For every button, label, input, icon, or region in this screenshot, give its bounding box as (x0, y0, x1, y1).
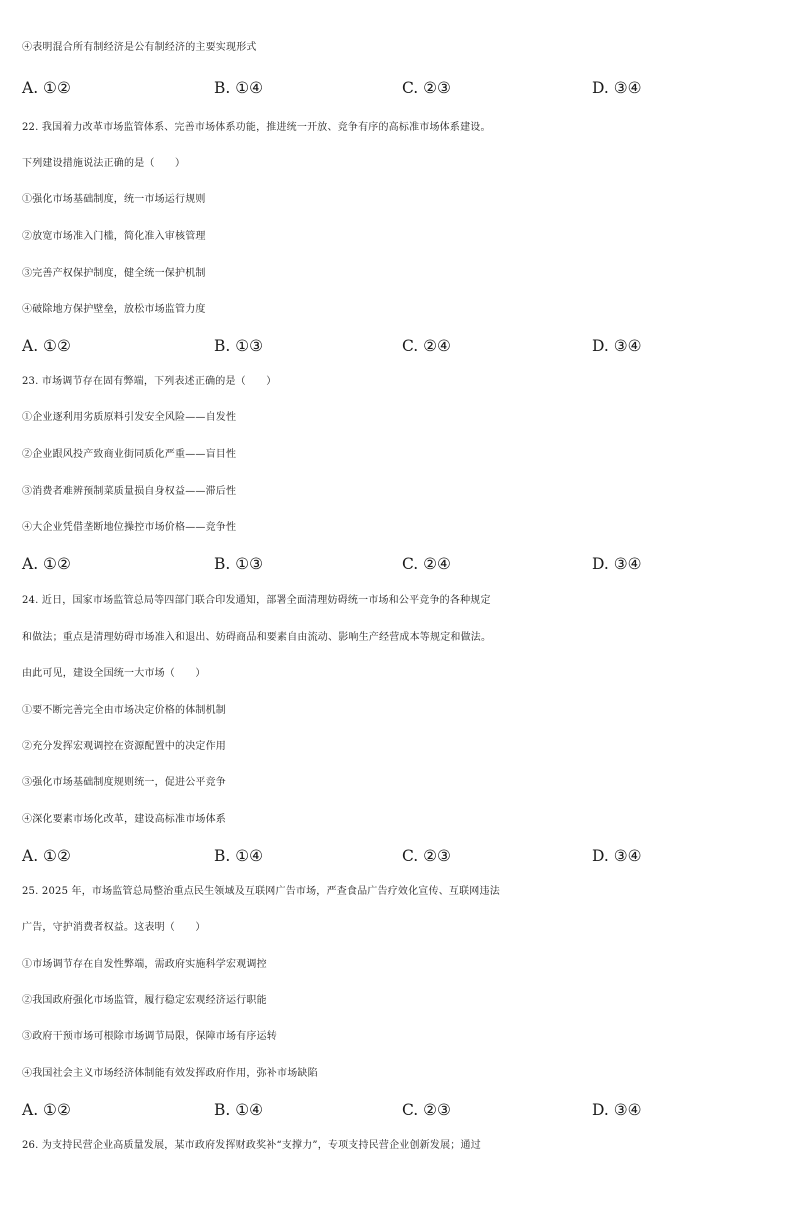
q25-stem-line-1: 25. 2025 年，市场监管总局整治重点民生领域及互联网广告市场，严查食品广告疗效化宣传、互联网违法 (22, 886, 500, 897)
q24-option-d: D. ③④ (592, 847, 642, 865)
q24-stem-line-1: 24. 近日，国家市场监管总局等四部门联合印发通知，部署全面清理妨碍统一市场和公平竞争的各种规定 (22, 595, 491, 606)
q21-option-c: C. ②③ (402, 79, 451, 97)
q24-stem-line-2: 和做法；重点是清理妨碍市场准入和退出、妨碍商品和要素自由流动、影响生产经营成本等规定和做法。 (22, 632, 492, 643)
q23-option-a: A. ①② (22, 555, 71, 573)
q22-option-c: C. ②④ (402, 337, 451, 355)
q25-option-a: A. ①② (22, 1101, 71, 1119)
q22-stem-line-2: 下列建设措施说法正确的是（ ） (22, 158, 186, 169)
q25-option-c: C. ②③ (402, 1101, 451, 1119)
q25-item-1: ①市场调节存在自发性弊端，需政府实施科学宏观调控 (22, 959, 267, 970)
q24-item-2: ②充分发挥宏观调控在资源配置中的决定作用 (22, 741, 226, 752)
q24-option-c: C. ②③ (402, 847, 451, 865)
q24-option-a: A. ①② (22, 847, 71, 865)
q26-stem-line-1: 26. 为支持民营企业高质量发展，某市政府发挥财政奖补“支撑力”，专项支持民营企业创新发展；通过 (22, 1140, 481, 1151)
q23-option-d: D. ③④ (592, 555, 642, 573)
q22-option-d: D. ③④ (592, 337, 642, 355)
q22-item-1: ①强化市场基础制度，统一市场运行规则 (22, 194, 206, 205)
q24-item-4: ④深化要素市场化改革，建设高标准市场体系 (22, 814, 226, 825)
q25-option-d: D. ③④ (592, 1101, 642, 1119)
q23-option-b: B. ①③ (214, 555, 264, 573)
q23-item-3: ③消费者难辨预制菜质量损自身权益——滞后性 (22, 486, 237, 497)
q21-option-d: D. ③④ (592, 79, 642, 97)
q25-stem-line-2: 广告，守护消费者权益。这表明（ ） (22, 922, 206, 933)
q21-option-a: A. ①② (22, 79, 71, 97)
q23-item-2: ②企业跟风投产致商业街同质化严重——盲目性 (22, 449, 237, 460)
q22-options (22, 336, 782, 356)
q23-item-1: ①企业逐利用劣质原料引发安全风险——自发性 (22, 412, 237, 423)
q23-item-4: ④大企业凭借垄断地位操控市场价格——竞争性 (22, 522, 237, 533)
q22-item-2: ②放宽市场准入门槛，简化准入审核管理 (22, 231, 206, 242)
q25-item-3: ③政府干预市场可根除市场调节局限，保障市场有序运转 (22, 1031, 277, 1042)
q24-item-3: ③强化市场基础制度规则统一，促进公平竞争 (22, 777, 226, 788)
q24-options (22, 846, 782, 866)
q21-option-b: B. ①④ (214, 79, 264, 97)
q24-stem-line-3: 由此可见，建设全国统一大市场（ ） (22, 668, 206, 679)
q22-option-a: A. ①② (22, 337, 71, 355)
q22-option-b: B. ①③ (214, 337, 264, 355)
q24-item-1: ①要不断完善完全由市场决定价格的体制机制 (22, 705, 226, 716)
q23-option-c: C. ②④ (402, 555, 451, 573)
q22-item-4: ④破除地方保护壁垒，放松市场监管力度 (22, 304, 206, 315)
q22-item-3: ③完善产权保护制度，健全统一保护机制 (22, 268, 206, 279)
q23-options (22, 554, 782, 574)
q23-stem-line-1: 23. 市场调节存在固有弊端，下列表述正确的是（ ） (22, 376, 277, 387)
q25-item-2: ②我国政府强化市场监管，履行稳定宏观经济运行职能 (22, 995, 267, 1006)
q24-option-b: B. ①④ (214, 847, 264, 865)
q21-item-4: ④表明混合所有制经济是公有制经济的主要实现形式 (22, 42, 257, 53)
q22-stem-line-1: 22. 我国着力改革市场监管体系、完善市场体系功能，推进统一开放、竞争有序的高标准市场体系建设。 (22, 122, 491, 133)
q21-options (22, 78, 782, 98)
q25-item-4: ④我国社会主义市场经济体制能有效发挥政府作用，弥补市场缺陷 (22, 1068, 318, 1079)
q25-options (22, 1100, 782, 1120)
q25-option-b: B. ①④ (214, 1101, 264, 1119)
